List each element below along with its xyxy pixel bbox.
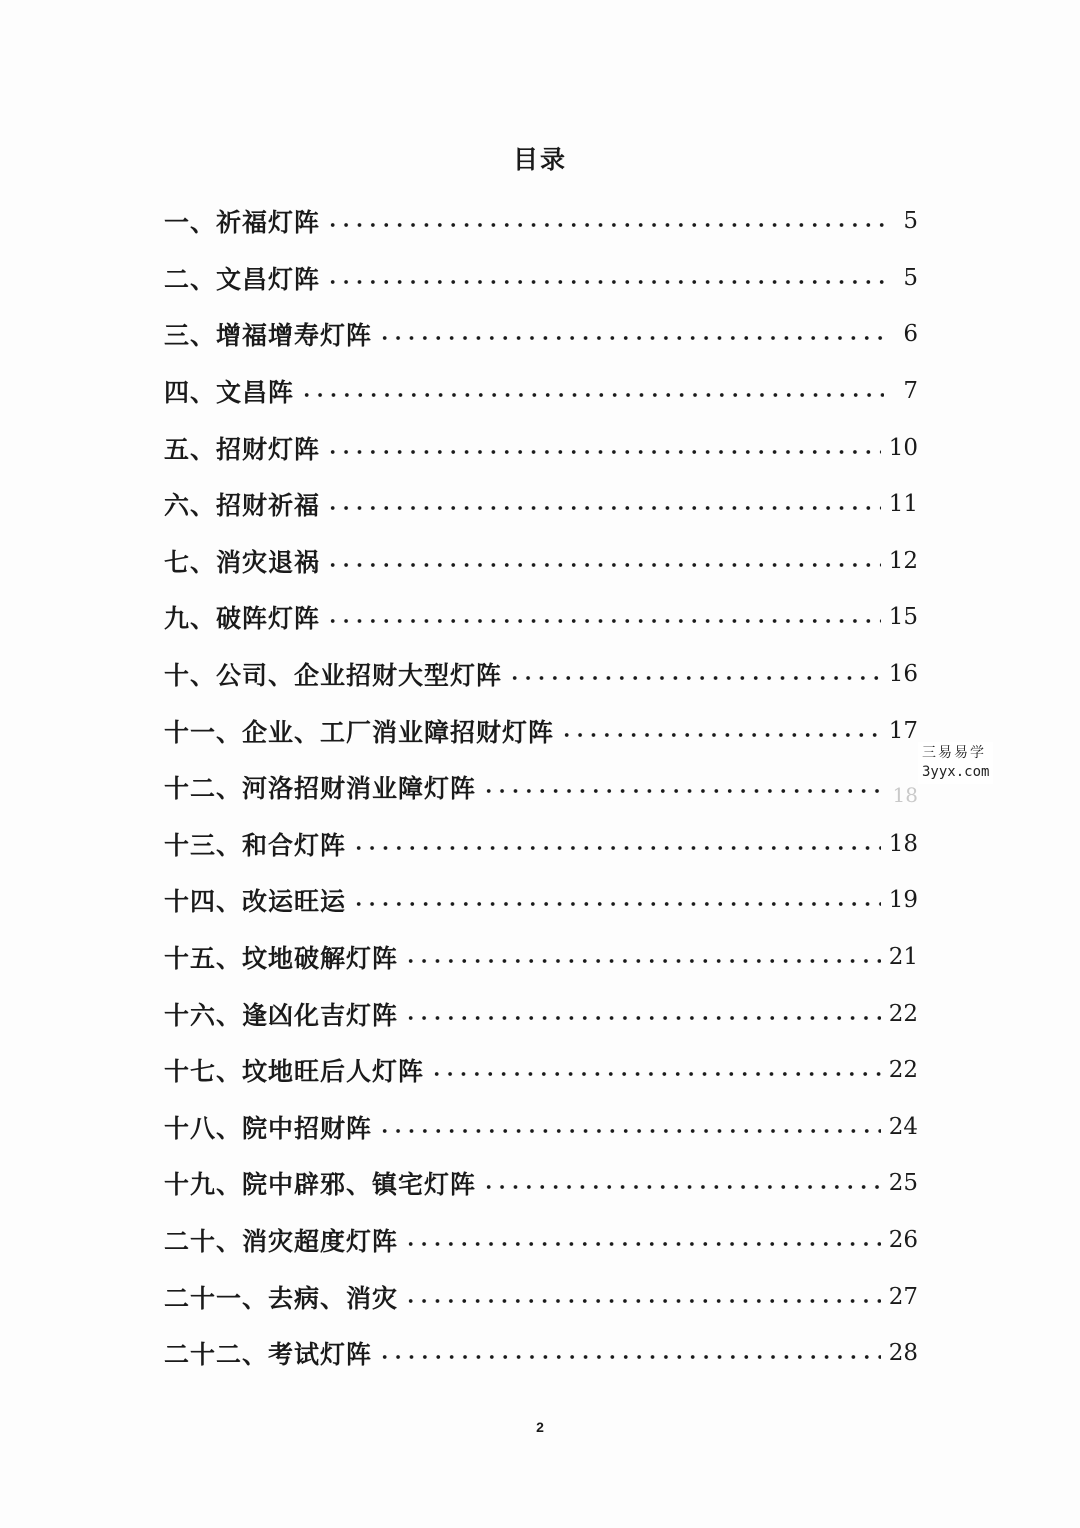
toc-entry-page-number: 25 xyxy=(888,1170,918,1197)
dot-leader xyxy=(404,1008,881,1028)
dot-leader xyxy=(430,1064,881,1084)
dot-leader xyxy=(300,385,884,405)
toc-entry xyxy=(164,250,918,307)
dot-leader xyxy=(326,498,881,518)
toc-entry-page-number: 16 xyxy=(888,661,918,688)
toc-entry-page-number: 17 xyxy=(888,717,918,744)
toc-entry-page-number: 12 xyxy=(888,547,918,574)
toc-entry-page-number: 24 xyxy=(888,1113,918,1140)
toc-entry xyxy=(164,1325,918,1382)
toc-entry-label: 二十、消灾超度灯阵 xyxy=(164,1226,399,1256)
toc-entry xyxy=(164,193,918,250)
toc-entry-label: 九、破阵灯阵 xyxy=(164,604,321,634)
dot-leader xyxy=(508,668,881,688)
toc-entry-label: 十二、河洛招财消业障灯阵 xyxy=(164,774,477,804)
toc-entry xyxy=(164,985,918,1042)
toc-entry-label: 三、增福增寿灯阵 xyxy=(164,321,373,351)
toc-entry-page-number: 10 xyxy=(888,434,918,461)
watermark-name: 三易易学 xyxy=(922,745,986,761)
toc-entry-page-number: 7 xyxy=(903,378,918,405)
dot-leader xyxy=(404,1291,881,1311)
toc-entry-page-number: 22 xyxy=(888,1000,918,1027)
toc-entry-page-number: 5 xyxy=(903,264,918,291)
toc-entry-label: 十七、坟地旺后人灯阵 xyxy=(164,1057,425,1087)
toc-entry-label: 十五、坟地破解灯阵 xyxy=(164,944,399,974)
toc-entry-label: 十六、逢凶化吉灯阵 xyxy=(164,1000,399,1030)
toc-entry-page-number: 27 xyxy=(888,1283,918,1310)
toc-entry xyxy=(164,589,918,646)
toc-entry-label: 十、公司、企业招财大型灯阵 xyxy=(164,661,503,691)
toc-entry xyxy=(164,1268,918,1325)
dot-leader xyxy=(378,328,884,348)
toc-entry-label: 十三、和合灯阵 xyxy=(164,830,347,860)
dot-leader xyxy=(482,1177,881,1197)
dot-leader xyxy=(378,1121,881,1141)
dot-leader xyxy=(482,781,884,801)
toc-entry-label: 四、文昌阵 xyxy=(164,378,295,408)
toc-entry-page-number: 15 xyxy=(888,604,918,631)
toc-entry xyxy=(164,702,918,759)
toc-entry xyxy=(164,1099,918,1156)
toc-entry-label: 五、招财灯阵 xyxy=(164,434,321,464)
toc-entry xyxy=(164,1042,918,1099)
page-number: 2 xyxy=(536,1419,544,1435)
toc-entry xyxy=(164,929,918,986)
toc-entry xyxy=(164,419,918,476)
dot-leader xyxy=(326,611,881,631)
toc-entry xyxy=(164,816,918,873)
dot-leader xyxy=(326,215,884,235)
toc-entry xyxy=(164,476,918,533)
toc-entry-label: 二十一、去病、消灾 xyxy=(164,1283,399,1313)
toc-entry xyxy=(164,759,918,816)
toc-entry xyxy=(164,1212,918,1269)
dot-leader xyxy=(326,272,884,292)
dot-leader xyxy=(326,442,881,462)
toc-entry xyxy=(164,306,918,363)
dot-leader xyxy=(404,951,881,971)
dot-leader xyxy=(352,894,881,914)
toc-entry xyxy=(164,1155,918,1212)
toc-entry-page-number: 5 xyxy=(903,208,918,235)
toc-entry-label: 一、祈福灯阵 xyxy=(164,208,321,238)
toc-entry-label: 十四、改运旺运 xyxy=(164,887,347,917)
toc-entry xyxy=(164,533,918,590)
toc-entry-page-number: 6 xyxy=(903,321,918,348)
toc-list xyxy=(164,193,918,1381)
toc-entry xyxy=(164,363,918,420)
dot-leader xyxy=(326,555,881,575)
toc-entry-page-number: 22 xyxy=(888,1057,918,1084)
watermark xyxy=(918,742,993,784)
dot-leader xyxy=(352,838,881,858)
toc-entry-page-number: 18 xyxy=(892,783,918,808)
toc-entry xyxy=(164,872,918,929)
toc-entry-page-number: 18 xyxy=(888,830,918,857)
watermark-url: 3yyx.com xyxy=(922,763,990,780)
toc-entry-label: 十一、企业、工厂消业障招财灯阵 xyxy=(164,717,555,747)
toc-title: 目录 xyxy=(512,145,567,174)
toc-entry-label: 二十二、考试灯阵 xyxy=(164,1340,373,1370)
toc-entry-page-number: 28 xyxy=(888,1340,918,1367)
toc-entry xyxy=(164,646,918,703)
toc-entry-label: 十八、院中招财阵 xyxy=(164,1113,373,1143)
dot-leader xyxy=(378,1347,881,1367)
dot-leader xyxy=(560,725,881,745)
toc-entry-page-number: 19 xyxy=(888,887,918,914)
toc-entry-label: 七、消灾退祸 xyxy=(164,547,321,577)
toc-entry-label: 六、招财祈福 xyxy=(164,491,321,521)
toc-entry-page-number: 26 xyxy=(888,1226,918,1253)
toc-entry-page-number: 11 xyxy=(888,491,918,518)
toc-entry-label: 十九、院中辟邪、镇宅灯阵 xyxy=(164,1170,477,1200)
toc-entry-page-number: 21 xyxy=(888,944,918,971)
toc-entry-label: 二、文昌灯阵 xyxy=(164,264,321,294)
dot-leader xyxy=(404,1234,881,1254)
